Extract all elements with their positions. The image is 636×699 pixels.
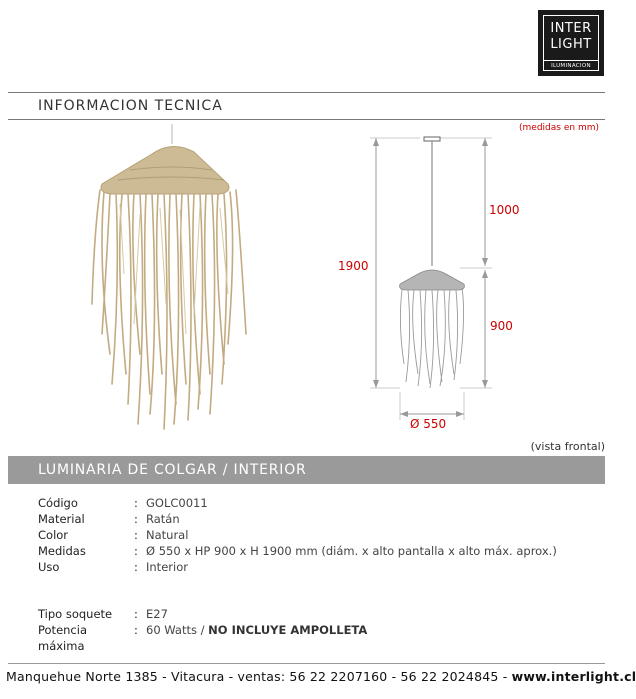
spec-value-text: 60 Watts /	[146, 623, 209, 637]
dimension-diameter: Ø 550	[410, 417, 447, 431]
dimension-total-height: 1900	[338, 259, 369, 273]
spec-label: Material	[38, 512, 85, 526]
logo-text-line2: LIGHT	[550, 37, 592, 52]
units-note: (medidas en mm)	[519, 123, 599, 133]
logo-frame	[543, 15, 599, 71]
spec-colon: :	[134, 528, 138, 542]
view-note: (vista frontal)	[530, 440, 605, 453]
spec-label: Tipo soquete	[38, 607, 113, 621]
spec-colon: :	[134, 512, 138, 526]
spec-colon: :	[134, 560, 138, 574]
product-title-bar	[8, 456, 605, 484]
section-title: INFORMACION TECNICA	[38, 98, 223, 114]
product-title: LUMINARIA DE COLGAR / INTERIOR	[38, 462, 307, 478]
spec-row-codigo	[38, 495, 598, 511]
spec-label: Código	[38, 496, 78, 510]
product-photo	[90, 124, 265, 436]
top-divider	[8, 92, 605, 93]
footer-divider	[8, 663, 605, 664]
spec-colon: :	[134, 544, 138, 558]
spec-colon: :	[134, 623, 138, 637]
spec-value: Interior	[146, 560, 188, 574]
spec-value: Ø 550 x HP 900 x H 1900 mm (diám. x alto pantalla x alto máx. aprox.)	[146, 544, 557, 558]
spec-value: Natural	[146, 528, 189, 542]
spec-value: E27	[146, 607, 168, 621]
spec-label: Uso	[38, 560, 60, 574]
footer-address: Manquehue Norte 1385 - Vitacura - ventas: 56 22 2207160 - 56 22 2024845 -	[6, 669, 512, 684]
spec-label: Medidas	[38, 544, 86, 558]
logo-text-line1: INTER	[550, 21, 592, 36]
spec-row-potencia	[38, 622, 598, 653]
spec-value	[146, 622, 367, 638]
dimension-drawing	[330, 124, 530, 434]
spec-row-tipo-soquete	[38, 606, 598, 622]
brand-logo	[538, 10, 604, 76]
logo-text-line3: ILUMINACION	[544, 60, 598, 69]
spec-value: GOLC0011	[146, 496, 208, 510]
spec-row-color	[38, 527, 598, 543]
spec-row-medidas	[38, 543, 598, 559]
dimension-top-length: 1000	[489, 203, 520, 217]
footer-contact	[6, 669, 636, 684]
dimension-shade-height: 900	[490, 319, 513, 333]
spec-value: Ratán	[146, 512, 180, 526]
spec-colon: :	[134, 607, 138, 621]
spec-row-uso	[38, 559, 598, 575]
spec-row-material	[38, 511, 598, 527]
footer-website-link[interactable]: www.interlight.cl	[511, 669, 636, 684]
spec-label: Potencia máxima	[38, 623, 87, 653]
spec-colon: :	[134, 496, 138, 510]
section-divider	[8, 119, 605, 120]
spec-value-bold: NO INCLUYE AMPOLLETA	[208, 623, 368, 637]
spec-label: Color	[38, 528, 69, 542]
